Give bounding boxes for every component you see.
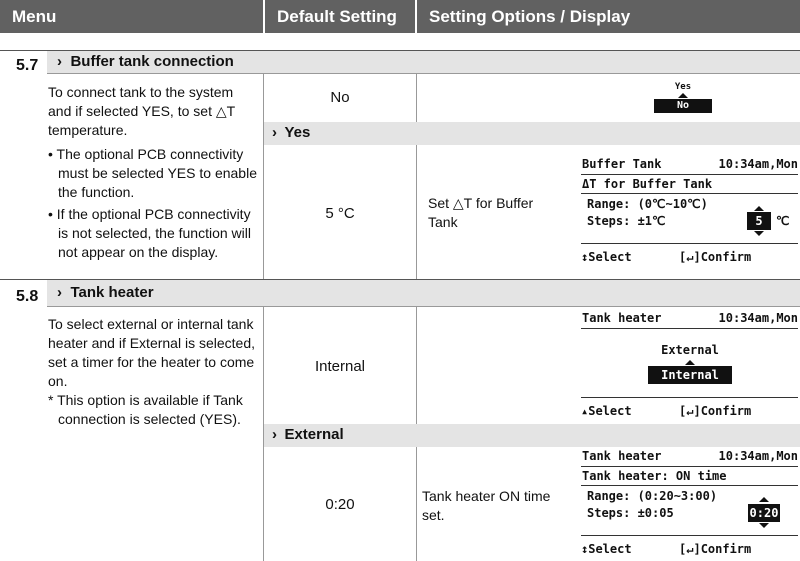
screen-time: 10:34am,Mon <box>718 157 798 171</box>
default-value: Internal <box>314 358 366 375</box>
enter-icon: [↵] <box>679 542 701 556</box>
screen-divider <box>581 485 798 486</box>
select-label: Select <box>588 542 632 556</box>
section-number: 5.8 <box>16 288 39 305</box>
screen-steps: Steps: ±1℃ <box>587 214 666 228</box>
enter-icon: [↵] <box>679 250 701 264</box>
column-divider <box>416 145 417 279</box>
confirm-hint <box>679 404 751 418</box>
display-screen <box>581 448 798 560</box>
confirm-label: Confirm <box>700 542 752 556</box>
option-above: Yes <box>674 82 692 92</box>
display-screen <box>581 310 798 422</box>
section-title-bar <box>47 280 800 306</box>
confirm-label: Confirm <box>700 404 752 418</box>
select-hint <box>581 542 632 556</box>
select-label: Select <box>588 404 632 418</box>
section-title: Tank heater <box>70 284 154 301</box>
column-divider <box>416 307 417 424</box>
option-above: External <box>661 343 719 357</box>
description-intro: To select external or internal tank heater and if External is selected, set a timer for the heater to come on. <box>48 316 256 389</box>
confirm-hint <box>679 250 751 264</box>
section-description <box>48 315 258 429</box>
screen-steps: Steps: ±0:05 <box>587 506 674 520</box>
select-hint <box>581 404 632 418</box>
chevron-right-icon: › <box>272 124 277 141</box>
value-box: 5 <box>747 212 771 230</box>
selected-option: No <box>654 99 712 113</box>
screen-title: Tank heater <box>582 311 662 325</box>
arrow-down-icon <box>759 523 769 528</box>
screen-title: Buffer Tank <box>582 157 662 171</box>
enter-icon: [↵] <box>679 404 701 418</box>
header-default-setting: Default Setting <box>265 0 415 33</box>
screen-divider <box>581 328 798 329</box>
section-title-bar <box>47 51 800 73</box>
select-hint <box>581 250 632 264</box>
updown-icon: ↕ <box>581 542 589 556</box>
up-arrow-icon: ▴ <box>581 404 589 418</box>
row-divider <box>47 306 800 307</box>
screen-time: 10:34am,Mon <box>718 449 798 463</box>
screen-divider <box>581 193 798 194</box>
sub-option-title: Yes <box>284 124 311 141</box>
sub-option-bar <box>264 424 800 447</box>
header-menu: Menu <box>0 0 263 33</box>
description-bullet: • The optional PCB connectivity must be selected YES to enable the function. <box>48 146 257 200</box>
screen-subtitle: Tank heater: ON time <box>582 469 727 483</box>
confirm-label: Confirm <box>700 250 752 264</box>
section-description <box>48 83 258 262</box>
chevron-right-icon: › <box>272 426 277 443</box>
default-value: 0:20 <box>325 496 355 513</box>
screen-divider <box>581 466 798 467</box>
value-box: 0:20 <box>749 506 779 520</box>
row-divider <box>47 73 800 74</box>
screen-divider <box>581 243 798 244</box>
arrow-down-icon <box>754 231 764 236</box>
value-unit: ℃ <box>776 214 790 228</box>
arrow-up-icon <box>754 206 764 211</box>
screen-title: Tank heater <box>582 449 662 463</box>
header-setting-options: Setting Options / Display <box>417 0 800 33</box>
default-value: 5 °C <box>325 205 355 222</box>
updown-icon: ↕ <box>581 250 589 264</box>
screen-range: Range: (0:20~3:00) <box>587 489 718 503</box>
section-title: Buffer tank connection <box>70 53 234 70</box>
description-note: * This option is available if Tank connection is selected (YES). <box>48 392 243 427</box>
selected-option: Internal <box>648 366 732 384</box>
default-value: No <box>330 89 350 106</box>
arrow-up-icon <box>678 93 688 98</box>
option-description: Set △T for Buffer Tank <box>428 195 534 230</box>
arrow-up-icon <box>759 497 769 502</box>
screen-divider <box>581 397 798 398</box>
column-divider <box>416 74 417 122</box>
confirm-hint <box>679 542 751 556</box>
option-description: Tank heater ON time set. <box>422 488 551 523</box>
section-number: 5.7 <box>16 57 39 74</box>
screen-divider <box>581 535 798 536</box>
column-divider <box>416 447 417 561</box>
screen-range: Range: (0℃~10℃) <box>587 197 708 211</box>
display-screen <box>581 156 798 268</box>
description-bullet: • If the optional PCB connectivity is not selected, the function will not appear on the display. <box>48 206 251 260</box>
chevron-right-icon: › <box>57 284 62 301</box>
arrow-up-icon <box>685 360 695 365</box>
sub-option-bar <box>264 122 800 145</box>
sub-option-title: External <box>284 426 344 443</box>
select-label: Select <box>588 250 632 264</box>
chevron-right-icon: › <box>57 53 62 70</box>
yes-no-selector <box>654 82 712 118</box>
screen-divider <box>581 174 798 175</box>
description-intro: To connect tank to the system and if selected YES, to set △T temperature. <box>48 84 235 138</box>
screen-subtitle: ΔT for Buffer Tank <box>582 177 713 191</box>
screen-time: 10:34am,Mon <box>718 311 798 325</box>
